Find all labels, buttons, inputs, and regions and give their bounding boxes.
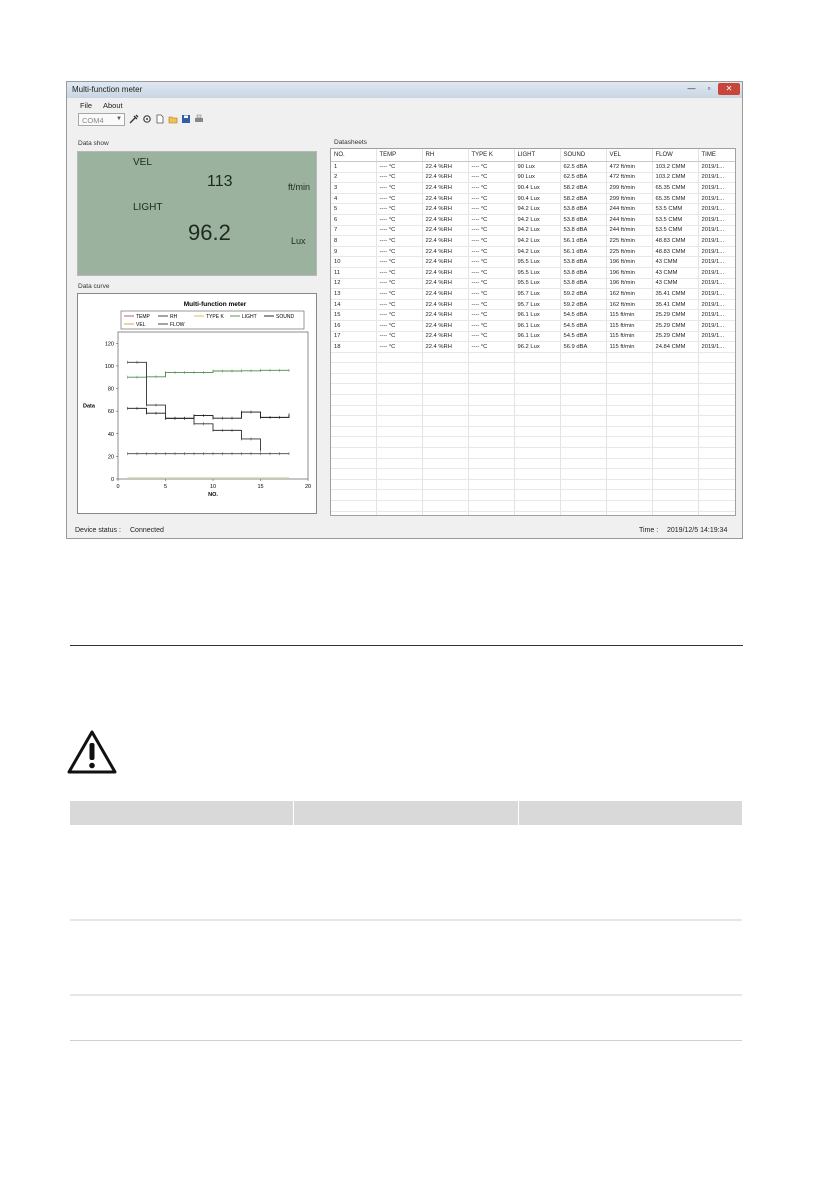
reading-name-vel: VEL [133,157,152,168]
row-divider [70,919,742,921]
table-cell: 56.1 dBA [560,246,606,257]
table-cell: 22.4 %RH [422,193,468,204]
y-tick-label: 20 [107,454,114,461]
table-cell: ---- °C [376,225,422,236]
table-row[interactable] [331,193,735,204]
table-cell: 22.4 %RH [422,320,468,331]
table-cell: 95.5 Lux [514,267,560,278]
table-cell: 95.7 Lux [514,299,560,310]
table-cell: ---- °C [468,236,514,247]
table-row[interactable] [331,246,735,257]
table-cell: 56.9 dBA [560,342,606,353]
table-cell: 54.5 dBA [560,310,606,321]
table-cell: ---- °C [376,278,422,289]
empty-row [331,469,735,480]
table-cell: 244 ft/min [606,225,652,236]
table-cell: 94.2 Lux [514,225,560,236]
empty-row [331,384,735,395]
table-cell: 54.5 dBA [560,331,606,342]
table-row[interactable] [331,310,735,321]
table-cell: 12 [331,278,376,289]
table-cell: 472 ft/min [606,172,652,183]
warning-icon [66,729,118,780]
connect-icon[interactable] [129,114,139,124]
table-cell: ---- °C [468,204,514,215]
table-cell: 48.83 CMM [652,236,698,247]
app-window [66,81,743,539]
table-cell: 2019/1... [698,320,735,331]
table-cell: 13 [331,289,376,300]
column-header[interactable]: RH [422,149,468,162]
legend-label: RH [170,314,178,320]
table-cell: 5 [331,204,376,215]
legend-label: FLOW [170,322,185,328]
table-cell: ---- °C [376,267,422,278]
table-cell: ---- °C [376,183,422,194]
empty-row [331,363,735,374]
table-cell: 115 ft/min [606,310,652,321]
device-status-label: Device status : [75,527,121,534]
table-cell: ---- °C [468,162,514,173]
settings-icon[interactable] [142,114,152,124]
table-cell: 96.1 Lux [514,320,560,331]
table-cell: ---- °C [376,236,422,247]
table-cell: ---- °C [376,342,422,353]
y-tick-label: 100 [104,363,114,370]
close-button[interactable]: ✕ [718,83,740,95]
table-cell: 22.4 %RH [422,225,468,236]
table-cell: 7 [331,225,376,236]
table-cell: 2019/1... [698,331,735,342]
table-cell: 2019/1... [698,342,735,353]
table-cell: 2019/1... [698,162,735,173]
table-cell: 196 ft/min [606,257,652,268]
table-row[interactable] [331,214,735,225]
table-cell: 43 CMM [652,267,698,278]
table-row[interactable] [331,172,735,183]
table-row[interactable] [331,299,735,310]
x-tick-label: 10 [209,484,217,490]
table-cell: 9 [331,246,376,257]
table-cell: 2 [331,172,376,183]
menu-file[interactable]: File [80,101,93,110]
table-cell: ---- °C [468,214,514,225]
table-cell: 22.4 %RH [422,162,468,173]
table-cell: 17 [331,331,376,342]
chart-svg [78,294,316,513]
table-cell: 94.2 Lux [514,236,560,247]
table-cell: 53.8 dBA [560,204,606,215]
table-cell: 196 ft/min [606,267,652,278]
table-cell: 53.8 dBA [560,214,606,225]
table-cell: ---- °C [468,257,514,268]
blank-table-header [70,801,742,825]
maximize-button[interactable]: ▫ [707,84,711,93]
table-cell: 2019/1... [698,204,735,215]
com-port-value: COM4 [82,116,104,125]
column-header[interactable]: TEMP [376,149,422,162]
table-cell: 2019/1... [698,225,735,236]
column-header[interactable]: TIME [698,149,735,162]
table-cell: ---- °C [376,172,422,183]
table-cell: ---- °C [468,193,514,204]
table-row[interactable] [331,320,735,331]
empty-row [331,352,735,363]
table-bottom-border [70,1040,742,1041]
table-cell: 4 [331,193,376,204]
table-cell: 25.29 CMM [652,310,698,321]
table-cell: 22.4 %RH [422,214,468,225]
table-cell: 43 CMM [652,278,698,289]
table-cell: 22.4 %RH [422,331,468,342]
table-cell: 2019/1... [698,183,735,194]
empty-row [331,426,735,437]
x-tick-label: 20 [304,484,312,490]
status-bar [67,524,742,538]
table-cell: 59.2 dBA [560,289,606,300]
table-cell: 22.4 %RH [422,267,468,278]
table-cell: 25.29 CMM [652,331,698,342]
table-cell: 2019/1... [698,214,735,225]
table-cell: ---- °C [468,267,514,278]
column-header[interactable]: NO. [331,149,376,162]
table-cell: ---- °C [468,183,514,194]
empty-row [331,490,735,501]
datasheet-grid[interactable] [330,148,736,516]
print-icon[interactable] [194,114,204,124]
table-cell: 90 Lux [514,162,560,173]
table-cell: 115 ft/min [606,320,652,331]
x-tick-label: 0 [116,484,120,490]
table-cell: 22.4 %RH [422,278,468,289]
y-axis-label: Data [83,403,95,410]
table-cell: 48.83 CMM [652,246,698,257]
table-cell: 59.2 dBA [560,299,606,310]
table-cell: 35.41 CMM [652,299,698,310]
datasheet-table [331,149,736,516]
minimize-button[interactable]: — [687,84,696,93]
open-folder-icon[interactable] [168,114,178,124]
table-cell: 6 [331,214,376,225]
table-cell: 196 ft/min [606,278,652,289]
table-cell: ---- °C [376,246,422,257]
table-cell: ---- °C [376,204,422,215]
table-cell: ---- °C [468,246,514,257]
table-cell: 22.4 %RH [422,299,468,310]
table-cell: ---- °C [468,310,514,321]
table-cell: 90.4 Lux [514,183,560,194]
table-cell: 2019/1... [698,246,735,257]
table-cell: ---- °C [376,162,422,173]
table-cell: 225 ft/min [606,236,652,247]
reading-unit-light: Lux [291,236,306,246]
table-cell: 53.8 dBA [560,278,606,289]
table-cell: 95.5 Lux [514,257,560,268]
column-divider [293,801,294,1041]
reading-name-light: LIGHT [133,202,163,213]
time-label: Time : [639,527,659,534]
chevron-down-icon: ▼ [116,116,122,122]
table-cell: ---- °C [376,214,422,225]
table-cell: 162 ft/min [606,299,652,310]
table-cell: 8 [331,236,376,247]
y-tick-label: 120 [104,341,114,348]
table-cell: ---- °C [468,331,514,342]
reading-value-vel: 113 [207,173,233,190]
x-tick-label: 5 [163,484,168,490]
table-cell: 244 ft/min [606,204,652,215]
table-cell: ---- °C [376,193,422,204]
empty-row [331,395,735,406]
table-cell: 65.35 CMM [652,183,698,194]
legend-label: TEMP [136,314,150,320]
table-cell: 2019/1... [698,236,735,247]
table-cell: 103.2 CMM [652,162,698,173]
column-header[interactable]: TYPE K [468,149,514,162]
chart-title: Multi-function meter [183,301,247,308]
legend-label: TYPE K [206,314,224,320]
table-row[interactable] [331,257,735,268]
table-cell: ---- °C [468,289,514,300]
empty-row [331,437,735,448]
table-cell: ---- °C [376,257,422,268]
new-file-icon[interactable] [155,114,165,124]
table-cell: ---- °C [468,225,514,236]
table-cell: 22.4 %RH [422,289,468,300]
data-curve-label: Data curve [78,283,110,290]
table-row[interactable] [331,225,735,236]
table-cell: 53.8 dBA [560,225,606,236]
reading-value-light: 96.2 [188,220,231,245]
table-cell: 15 [331,310,376,321]
table-cell: 22.4 %RH [422,183,468,194]
table-cell: 22.4 %RH [422,204,468,215]
table-row[interactable] [331,204,735,215]
datasheets-label: Datasheets [334,139,367,146]
table-cell: ---- °C [468,278,514,289]
table-cell: 472 ft/min [606,162,652,173]
table-cell: 3 [331,183,376,194]
table-cell: 10 [331,257,376,268]
table-cell: 53.5 CMM [652,225,698,236]
y-tick-label: 40 [107,431,114,438]
table-cell: 2019/1... [698,299,735,310]
table-cell: 94.2 Lux [514,204,560,215]
table-cell: 115 ft/min [606,331,652,342]
table-cell: 299 ft/min [606,193,652,204]
x-tick-label: 15 [257,484,264,490]
save-icon[interactable] [181,114,191,124]
data-show-panel [77,151,317,276]
empty-row [331,373,735,384]
row-divider [70,994,742,996]
table-cell: 94.2 Lux [514,246,560,257]
table-cell: 62.5 dBA [560,162,606,173]
empty-row [331,405,735,416]
legend-label: LIGHT [242,314,257,320]
table-cell: 90 Lux [514,172,560,183]
table-cell: ---- °C [376,289,422,300]
table-cell: ---- °C [468,320,514,331]
empty-row [331,416,735,427]
table-cell: 18 [331,342,376,353]
table-cell: 53.5 CMM [652,204,698,215]
table-cell: 16 [331,320,376,331]
table-cell: 244 ft/min [606,214,652,225]
table-row[interactable] [331,289,735,300]
table-row[interactable] [331,267,735,278]
table-header-row [331,149,735,162]
legend-label: SOUND [276,314,295,320]
table-cell: 53.5 CMM [652,214,698,225]
device-status-value: Connected [130,527,164,534]
table-cell: 90.4 Lux [514,193,560,204]
table-cell: 95.7 Lux [514,289,560,300]
table-cell: 1 [331,162,376,173]
column-header[interactable]: FLOW [652,149,698,162]
table-cell: 11 [331,267,376,278]
table-row[interactable] [331,278,735,289]
table-cell: ---- °C [468,172,514,183]
x-axis-label: NO. [208,492,218,498]
table-cell: ---- °C [376,320,422,331]
table-cell: 299 ft/min [606,183,652,194]
table-cell: 54.5 dBA [560,320,606,331]
table-cell: 2019/1... [698,278,735,289]
table-cell: 56.1 dBA [560,236,606,247]
menu-bar [67,99,742,111]
table-cell: 14 [331,299,376,310]
table-cell: 2019/1... [698,267,735,278]
table-cell: 24.84 CMM [652,342,698,353]
table-cell: ---- °C [468,299,514,310]
toolbar [67,112,742,130]
data-curve-chart [77,293,317,514]
empty-row [331,511,735,516]
column-divider [518,801,519,1041]
column-header[interactable]: SOUND [560,149,606,162]
window-title: Multi-function meter [72,85,143,94]
table-cell: 22.4 %RH [422,172,468,183]
empty-row [331,501,735,512]
table-cell: 2019/1... [698,310,735,321]
table-cell: 22.4 %RH [422,257,468,268]
data-show-label: Data show [78,140,109,147]
table-cell: 2019/1... [698,172,735,183]
section-divider [70,645,743,646]
table-cell: ---- °C [468,342,514,353]
table-cell: 53.8 dBA [560,257,606,268]
table-cell: 115 ft/min [606,342,652,353]
table-cell: 2019/1... [698,193,735,204]
table-cell: 53.8 dBA [560,267,606,278]
table-cell: 162 ft/min [606,289,652,300]
table-cell: 225 ft/min [606,246,652,257]
table-cell: 62.5 dBA [560,172,606,183]
table-cell: ---- °C [376,310,422,321]
table-row[interactable] [331,236,735,247]
title-bar[interactable] [67,82,742,98]
table-row[interactable] [331,342,735,353]
table-row[interactable] [331,183,735,194]
y-tick-label: 80 [107,386,114,393]
empty-row [331,479,735,490]
table-cell: 94.2 Lux [514,214,560,225]
table-cell: 22.4 %RH [422,310,468,321]
table-cell: 25.29 CMM [652,320,698,331]
table-cell: 96.1 Lux [514,310,560,321]
y-tick-label: 0 [110,477,114,483]
menu-about[interactable]: About [103,101,123,110]
table-cell: 22.4 %RH [422,236,468,247]
column-header[interactable]: LIGHT [514,149,560,162]
table-cell: 96.2 Lux [514,342,560,353]
y-tick-label: 60 [107,409,114,416]
table-cell: 2019/1... [698,257,735,268]
legend-label: VEL [136,322,146,328]
table-cell: 22.4 %RH [422,246,468,257]
table-cell: 103.2 CMM [652,172,698,183]
table-row[interactable] [331,331,735,342]
table-cell: 22.4 %RH [422,342,468,353]
com-port-select[interactable] [78,113,125,126]
time-value: 2019/12/5 14:19:34 [667,527,728,534]
table-row[interactable] [331,162,735,173]
table-cell: ---- °C [376,299,422,310]
table-cell: 2019/1... [698,289,735,300]
table-cell: 43 CMM [652,257,698,268]
table-cell: 58.2 dBA [560,193,606,204]
table-cell: 96.1 Lux [514,331,560,342]
empty-row [331,448,735,459]
table-cell: 95.5 Lux [514,278,560,289]
column-header[interactable]: VEL [606,149,652,162]
table-cell: ---- °C [376,331,422,342]
reading-unit-vel: ft/min [288,182,311,192]
table-cell: 65.35 CMM [652,193,698,204]
empty-row [331,458,735,469]
table-cell: 58.2 dBA [560,183,606,194]
table-cell: 35.41 CMM [652,289,698,300]
